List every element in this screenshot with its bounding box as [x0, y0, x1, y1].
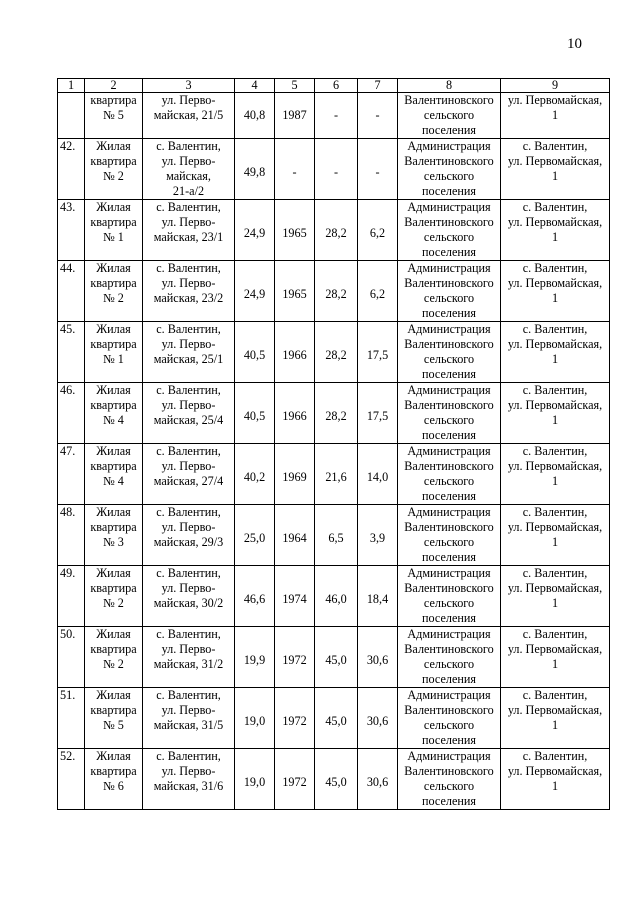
- owner-cell-line: Валентиновского: [404, 337, 494, 351]
- object-type-cell-line: № 4: [103, 413, 124, 427]
- address-cell: [143, 93, 235, 139]
- row-number-cell: 45.: [58, 322, 85, 383]
- address-cell-line: с. Валентин,: [156, 688, 221, 702]
- location-cell-line: ул. Первомайская,: [507, 398, 603, 412]
- area-cell: 19,9: [235, 627, 275, 688]
- column-7-cell: 30,6: [358, 688, 398, 749]
- column-6-cell: 45,0: [315, 627, 358, 688]
- area-cell: 24,9: [235, 200, 275, 261]
- location-cell-line: с. Валентин,: [522, 505, 588, 519]
- address-cell: [143, 261, 235, 322]
- year-cell: 1965: [275, 200, 315, 261]
- location-cell-line: 1: [551, 291, 559, 305]
- object-type-cell: [85, 749, 143, 810]
- column-7-cell: -: [358, 93, 398, 139]
- row-number-cell: 50.: [58, 627, 85, 688]
- address-cell-line: ул. Перво-: [161, 154, 216, 168]
- object-type-cell-line: Жилая: [96, 505, 131, 519]
- object-type-cell-line: Жилая: [96, 749, 131, 763]
- address-cell-line: майская, 23/2: [153, 291, 224, 305]
- object-type-cell-line: Жилая: [96, 566, 131, 580]
- row-number-cell: [58, 93, 85, 139]
- object-type-cell-line: квартира: [90, 581, 137, 595]
- column-7-cell: 6,2: [358, 261, 398, 322]
- location-cell: [501, 139, 610, 200]
- table-row: [58, 505, 610, 566]
- owner-cell-line: поселения: [421, 428, 477, 442]
- address-cell-line: майская, 31/6: [153, 779, 224, 793]
- year-cell: 1972: [275, 688, 315, 749]
- owner-cell-line: Валентиновского: [404, 215, 494, 229]
- location-cell: [501, 749, 610, 810]
- address-cell-line: 21-а/2: [172, 184, 205, 198]
- column-7-cell: 18,4: [358, 566, 398, 627]
- owner-cell-line: сельского: [423, 596, 475, 610]
- location-cell: [501, 627, 610, 688]
- year-cell: 1972: [275, 627, 315, 688]
- address-cell-line: майская, 21/5: [153, 108, 224, 122]
- owner-cell-line: сельского: [423, 718, 475, 732]
- address-cell-line: майская, 25/1: [153, 352, 224, 366]
- owner-cell-line: Администрация: [407, 444, 491, 458]
- table-row: [58, 627, 610, 688]
- object-type-cell: [85, 383, 143, 444]
- object-type-cell-line: № 4: [103, 474, 124, 488]
- address-cell-line: ул. Перво-: [161, 93, 216, 107]
- column-6-cell: 28,2: [315, 322, 358, 383]
- column-6-cell: 45,0: [315, 688, 358, 749]
- row-number-cell: 46.: [58, 383, 85, 444]
- year-cell: 1964: [275, 505, 315, 566]
- location-cell-line: 1: [551, 230, 559, 244]
- column-header: 6: [315, 79, 358, 93]
- row-number-cell: 42.: [58, 139, 85, 200]
- area-cell: 24,9: [235, 261, 275, 322]
- object-type-cell-line: Жилая: [96, 383, 131, 397]
- object-type-cell-line: квартира: [90, 398, 137, 412]
- owner-cell-line: поселения: [421, 367, 477, 381]
- address-cell-line: с. Валентин,: [156, 200, 221, 214]
- owner-cell: [398, 322, 501, 383]
- column-6-cell: 6,5: [315, 505, 358, 566]
- column-7-cell: -: [358, 139, 398, 200]
- owner-cell-line: сельского: [423, 108, 475, 122]
- location-cell-line: ул. Первомайская,: [507, 581, 603, 595]
- address-cell-line: с. Валентин,: [156, 566, 221, 580]
- owner-cell-line: поселения: [421, 489, 477, 503]
- year-cell: 1966: [275, 383, 315, 444]
- page-number: 10: [567, 36, 582, 52]
- location-cell-line: ул. Первомайская,: [507, 764, 603, 778]
- address-cell: [143, 627, 235, 688]
- location-cell-line: с. Валентин,: [522, 627, 588, 641]
- area-cell: 19,0: [235, 749, 275, 810]
- object-type-cell-line: квартира: [90, 459, 137, 473]
- owner-cell-line: поселения: [421, 611, 477, 625]
- object-type-cell: [85, 322, 143, 383]
- object-type-cell-line: квартира: [90, 337, 137, 351]
- owner-cell: [398, 566, 501, 627]
- table-row: [58, 139, 610, 200]
- column-6-cell: 28,2: [315, 261, 358, 322]
- owner-cell-line: Валентиновского: [404, 93, 494, 107]
- address-cell-line: ул. Перво-: [161, 459, 216, 473]
- location-cell-line: ул. Первомайская,: [507, 520, 603, 534]
- owner-cell-line: Валентиновского: [404, 520, 494, 534]
- object-type-cell-line: квартира: [90, 215, 137, 229]
- location-cell: [501, 566, 610, 627]
- column-header: 8: [398, 79, 501, 93]
- year-cell: -: [275, 139, 315, 200]
- address-cell-line: майская, 30/2: [153, 596, 224, 610]
- object-type-cell-line: Жилая: [96, 200, 131, 214]
- table-row: [58, 383, 610, 444]
- owner-cell: [398, 688, 501, 749]
- owner-cell-line: Валентиновского: [404, 764, 494, 778]
- object-type-cell: [85, 688, 143, 749]
- location-cell-line: 1: [551, 474, 559, 488]
- owner-cell-line: Администрация: [407, 505, 491, 519]
- column-header: 5: [275, 79, 315, 93]
- address-cell-line: ул. Перво-: [161, 642, 216, 656]
- address-cell-line: с. Валентин,: [156, 322, 221, 336]
- area-cell: 46,6: [235, 566, 275, 627]
- column-6-cell: 28,2: [315, 383, 358, 444]
- location-cell: [501, 93, 610, 139]
- object-type-cell-line: № 1: [103, 230, 124, 244]
- owner-cell-line: Администрация: [407, 627, 491, 641]
- owner-cell-line: Администрация: [407, 383, 491, 397]
- location-cell-line: 1: [551, 352, 559, 366]
- location-cell-line: ул. Первомайская,: [507, 93, 603, 107]
- object-type-cell-line: Жилая: [96, 322, 131, 336]
- owner-cell-line: Валентиновского: [404, 642, 494, 656]
- owner-cell-line: Валентиновского: [404, 154, 494, 168]
- object-type-cell-line: квартира: [90, 154, 137, 168]
- row-number-cell: 52.: [58, 749, 85, 810]
- row-number-cell: 44.: [58, 261, 85, 322]
- owner-cell-line: Администрация: [407, 566, 491, 580]
- owner-cell-line: Администрация: [407, 322, 491, 336]
- location-cell-line: 1: [551, 108, 559, 122]
- column-6-cell: 21,6: [315, 444, 358, 505]
- location-cell: [501, 261, 610, 322]
- owner-cell-line: Администрация: [407, 139, 491, 153]
- location-cell-line: с. Валентин,: [522, 200, 588, 214]
- location-cell: [501, 688, 610, 749]
- object-type-cell-line: № 1: [103, 352, 124, 366]
- object-type-cell-line: № 2: [103, 169, 124, 183]
- address-cell: [143, 444, 235, 505]
- object-type-cell: [85, 93, 143, 139]
- owner-cell-line: Администрация: [407, 261, 491, 275]
- object-type-cell: [85, 444, 143, 505]
- address-cell-line: ул. Перво-: [161, 581, 216, 595]
- owner-cell-line: Валентиновского: [404, 398, 494, 412]
- column-7-cell: 17,5: [358, 383, 398, 444]
- area-cell: 19,0: [235, 688, 275, 749]
- owner-cell: [398, 200, 501, 261]
- object-type-cell-line: квартира: [90, 642, 137, 656]
- object-type-cell-line: квартира: [90, 276, 137, 290]
- location-cell-line: с. Валентин,: [522, 261, 588, 275]
- column-header: 2: [85, 79, 143, 93]
- year-cell: 1965: [275, 261, 315, 322]
- location-cell: [501, 444, 610, 505]
- owner-cell: [398, 139, 501, 200]
- year-cell: 1987: [275, 93, 315, 139]
- object-type-cell: [85, 139, 143, 200]
- table-row: [58, 200, 610, 261]
- column-6-cell: 46,0: [315, 566, 358, 627]
- address-cell-line: с. Валентин,: [156, 261, 221, 275]
- owner-cell-line: Валентиновского: [404, 581, 494, 595]
- owner-cell-line: сельского: [423, 230, 475, 244]
- owner-cell-line: сельского: [423, 352, 475, 366]
- column-6-cell: -: [315, 93, 358, 139]
- location-cell-line: 1: [551, 535, 559, 549]
- object-type-cell-line: квартира: [90, 764, 137, 778]
- location-cell-line: ул. Первомайская,: [507, 154, 603, 168]
- owner-cell-line: сельского: [423, 779, 475, 793]
- owner-cell-line: сельского: [423, 413, 475, 427]
- property-registry-table: [57, 78, 610, 810]
- address-cell-line: ул. Перво-: [161, 337, 216, 351]
- owner-cell-line: поселения: [421, 306, 477, 320]
- object-type-cell-line: № 2: [103, 291, 124, 305]
- owner-cell: [398, 261, 501, 322]
- owner-cell-line: Администрация: [407, 749, 491, 763]
- address-cell-line: майская, 31/5: [153, 718, 224, 732]
- column-header: 3: [143, 79, 235, 93]
- owner-cell-line: Валентиновского: [404, 459, 494, 473]
- object-type-cell-line: № 5: [103, 718, 124, 732]
- column-header: 4: [235, 79, 275, 93]
- column-6-cell: -: [315, 139, 358, 200]
- year-cell: 1966: [275, 322, 315, 383]
- address-cell-line: ул. Перво-: [161, 764, 216, 778]
- column-header: 1: [58, 79, 85, 93]
- location-cell-line: 1: [551, 169, 559, 183]
- location-cell-line: с. Валентин,: [522, 139, 588, 153]
- owner-cell: [398, 505, 501, 566]
- object-type-cell-line: Жилая: [96, 139, 131, 153]
- area-cell: 49,8: [235, 139, 275, 200]
- owner-cell-line: поселения: [421, 123, 477, 137]
- row-number-cell: 48.: [58, 505, 85, 566]
- object-type-cell-line: Жилая: [96, 444, 131, 458]
- column-7-cell: 3,9: [358, 505, 398, 566]
- owner-cell: [398, 627, 501, 688]
- address-cell-line: с. Валентин,: [156, 505, 221, 519]
- area-cell: 40,5: [235, 383, 275, 444]
- row-number-cell: 43.: [58, 200, 85, 261]
- location-cell-line: с. Валентин,: [522, 688, 588, 702]
- location-cell-line: с. Валентин,: [522, 749, 588, 763]
- owner-cell-line: поселения: [421, 794, 477, 808]
- address-cell-line: майская,: [166, 169, 211, 183]
- table-row: [58, 322, 610, 383]
- object-type-cell-line: квартира: [90, 93, 137, 107]
- location-cell-line: 1: [551, 718, 559, 732]
- address-cell: [143, 139, 235, 200]
- table-row: [58, 261, 610, 322]
- table-row: [58, 93, 610, 139]
- address-cell-line: ул. Перво-: [161, 276, 216, 290]
- location-cell-line: ул. Первомайская,: [507, 703, 603, 717]
- address-cell: [143, 322, 235, 383]
- address-cell-line: майская, 23/1: [153, 230, 224, 244]
- address-cell-line: ул. Перво-: [161, 398, 216, 412]
- area-cell: 40,8: [235, 93, 275, 139]
- address-cell-line: майская, 29/3: [153, 535, 224, 549]
- location-cell-line: 1: [551, 413, 559, 427]
- address-cell-line: с. Валентин,: [156, 749, 221, 763]
- table-body: [58, 79, 610, 810]
- location-cell-line: 1: [551, 596, 559, 610]
- location-cell-line: ул. Первомайская,: [507, 276, 603, 290]
- object-type-cell: [85, 200, 143, 261]
- column-number-header-row: [58, 79, 610, 93]
- owner-cell-line: поселения: [421, 245, 477, 259]
- location-cell-line: с. Валентин,: [522, 566, 588, 580]
- owner-cell: [398, 383, 501, 444]
- owner-cell: [398, 749, 501, 810]
- owner-cell-line: Администрация: [407, 200, 491, 214]
- row-number-cell: 47.: [58, 444, 85, 505]
- year-cell: 1972: [275, 749, 315, 810]
- owner-cell-line: сельского: [423, 474, 475, 488]
- owner-cell-line: поселения: [421, 184, 477, 198]
- location-cell-line: 1: [551, 779, 559, 793]
- owner-cell-line: Валентиновского: [404, 703, 494, 717]
- object-type-cell: [85, 566, 143, 627]
- column-header: 9: [501, 79, 610, 93]
- address-cell-line: ул. Перво-: [161, 520, 216, 534]
- owner-cell-line: Валентиновского: [404, 276, 494, 290]
- location-cell: [501, 322, 610, 383]
- object-type-cell-line: Жилая: [96, 688, 131, 702]
- location-cell-line: ул. Первомайская,: [507, 642, 603, 656]
- year-cell: 1974: [275, 566, 315, 627]
- owner-cell-line: сельского: [423, 657, 475, 671]
- object-type-cell-line: № 2: [103, 596, 124, 610]
- column-7-cell: 6,2: [358, 200, 398, 261]
- object-type-cell-line: № 6: [103, 779, 124, 793]
- location-cell: [501, 200, 610, 261]
- object-type-cell: [85, 261, 143, 322]
- owner-cell: [398, 444, 501, 505]
- object-type-cell-line: № 2: [103, 657, 124, 671]
- address-cell-line: ул. Перво-: [161, 215, 216, 229]
- address-cell: [143, 688, 235, 749]
- column-6-cell: 45,0: [315, 749, 358, 810]
- table-row: [58, 749, 610, 810]
- area-cell: 40,5: [235, 322, 275, 383]
- table-row: [58, 444, 610, 505]
- location-cell-line: 1: [551, 657, 559, 671]
- area-cell: 40,2: [235, 444, 275, 505]
- location-cell-line: с. Валентин,: [522, 444, 588, 458]
- address-cell-line: ул. Перво-: [161, 703, 216, 717]
- object-type-cell-line: квартира: [90, 520, 137, 534]
- address-cell: [143, 749, 235, 810]
- object-type-cell-line: квартира: [90, 703, 137, 717]
- location-cell-line: ул. Первомайская,: [507, 337, 603, 351]
- column-7-cell: 14,0: [358, 444, 398, 505]
- location-cell: [501, 383, 610, 444]
- address-cell: [143, 383, 235, 444]
- location-cell-line: ул. Первомайская,: [507, 215, 603, 229]
- owner-cell-line: сельского: [423, 169, 475, 183]
- object-type-cell: [85, 627, 143, 688]
- object-type-cell-line: Жилая: [96, 261, 131, 275]
- address-cell-line: майская, 27/4: [153, 474, 224, 488]
- row-number-cell: 49.: [58, 566, 85, 627]
- table-row: [58, 688, 610, 749]
- table-row: [58, 566, 610, 627]
- address-cell-line: с. Валентин,: [156, 444, 221, 458]
- address-cell-line: с. Валентин,: [156, 383, 221, 397]
- address-cell: [143, 505, 235, 566]
- column-7-cell: 30,6: [358, 749, 398, 810]
- address-cell-line: с. Валентин,: [156, 139, 221, 153]
- address-cell-line: майская, 31/2: [153, 657, 224, 671]
- column-6-cell: 28,2: [315, 200, 358, 261]
- area-cell: 25,0: [235, 505, 275, 566]
- owner-cell-line: Администрация: [407, 688, 491, 702]
- address-cell-line: с. Валентин,: [156, 627, 221, 641]
- year-cell: 1969: [275, 444, 315, 505]
- object-type-cell-line: Жилая: [96, 627, 131, 641]
- owner-cell: [398, 93, 501, 139]
- row-number-cell: 51.: [58, 688, 85, 749]
- address-cell: [143, 566, 235, 627]
- owner-cell-line: поселения: [421, 672, 477, 686]
- location-cell-line: с. Валентин,: [522, 383, 588, 397]
- owner-cell-line: сельского: [423, 291, 475, 305]
- owner-cell-line: поселения: [421, 550, 477, 564]
- location-cell-line: с. Валентин,: [522, 322, 588, 336]
- column-header: 7: [358, 79, 398, 93]
- column-7-cell: 17,5: [358, 322, 398, 383]
- location-cell: [501, 505, 610, 566]
- object-type-cell: [85, 505, 143, 566]
- location-cell-line: ул. Первомайская,: [507, 459, 603, 473]
- object-type-cell-line: № 5: [103, 108, 124, 122]
- object-type-cell-line: № 3: [103, 535, 124, 549]
- address-cell-line: майская, 25/4: [153, 413, 224, 427]
- address-cell: [143, 200, 235, 261]
- owner-cell-line: поселения: [421, 733, 477, 747]
- owner-cell-line: сельского: [423, 535, 475, 549]
- column-7-cell: 30,6: [358, 627, 398, 688]
